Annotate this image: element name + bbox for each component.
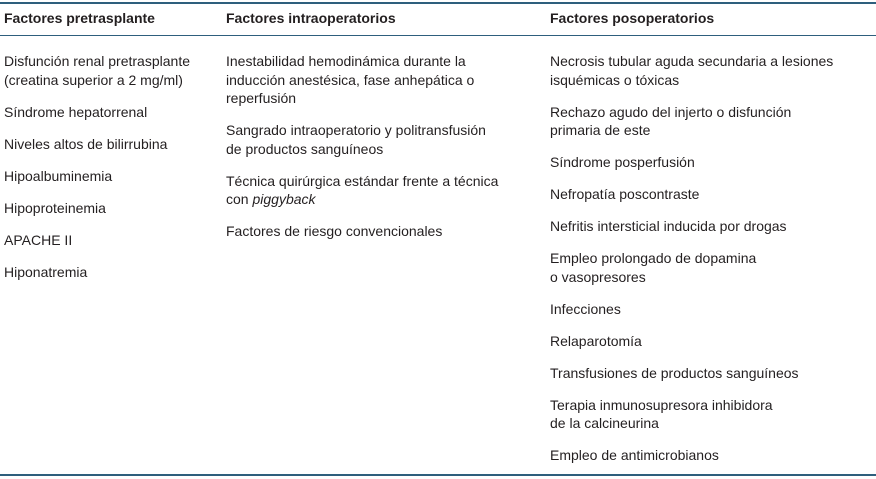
column-header: Factores intraoperatorios	[226, 10, 396, 26]
list-item-line	[550, 396, 833, 415]
list-item-text: Relaparotomía	[550, 332, 642, 349]
list-item	[4, 167, 190, 186]
list-item-text: Hipoalbuminemia	[4, 167, 113, 184]
list-item-line	[4, 71, 190, 90]
table-top-rule	[0, 2, 876, 4]
list-item	[550, 153, 833, 172]
list-item-line	[226, 89, 498, 108]
list-item-text: con	[226, 191, 253, 207]
list-item-line	[550, 300, 833, 319]
list-item-text: Técnica quirúrgica estándar frente a técnica	[226, 172, 499, 189]
list-item-line	[550, 364, 833, 383]
list-item-text: Nefritis intersticial inducida por drogas	[550, 218, 787, 234]
list-item-text: primaria de este	[550, 122, 651, 138]
factor-list	[226, 52, 498, 254]
list-item-line	[550, 153, 833, 172]
list-item-line	[550, 121, 833, 140]
list-item-line	[550, 414, 833, 433]
list-item-text: Empleo de antimicrobianos	[550, 447, 719, 463]
list-item	[4, 52, 190, 89]
list-item	[550, 446, 833, 465]
list-item-text: de la calcineurina	[550, 415, 659, 431]
list-item-text: de productos sanguíneos	[226, 140, 384, 157]
list-item-line	[4, 263, 190, 282]
list-item-text: Infecciones	[550, 300, 621, 317]
list-item-text: Terapia inmunosupresora inhibidora	[550, 396, 773, 413]
list-item-text: Niveles altos de bilirrubina	[4, 135, 168, 152]
list-item	[4, 199, 190, 218]
list-item-text: Hipoproteinemia	[4, 199, 106, 216]
list-item	[226, 172, 498, 209]
list-item-line	[550, 217, 833, 236]
list-item-line	[226, 190, 498, 209]
list-item-text: Empleo prolongado de dopamina	[550, 250, 757, 266]
list-item-text: Transfusiones de productos sanguíneos	[550, 364, 799, 381]
list-item	[226, 121, 498, 158]
list-item-line	[550, 103, 833, 122]
list-item-line	[550, 268, 833, 287]
list-item-line	[550, 446, 833, 465]
list-item	[550, 185, 833, 204]
list-item-line	[550, 185, 833, 204]
list-item-text: Síndrome hepatorrenal	[4, 103, 148, 120]
list-item-text: APACHE II	[4, 231, 73, 248]
list-item-line	[4, 103, 190, 122]
list-item	[4, 263, 190, 282]
list-item-text: (creatina superior a 2 mg/ml)	[4, 71, 183, 88]
list-item	[550, 103, 833, 140]
list-item-line	[226, 222, 498, 241]
factor-list	[550, 52, 833, 478]
column-header: Factores posoperatorios	[550, 10, 715, 26]
list-item-text: Rechazo agudo del injerto o disfunción	[550, 103, 792, 120]
table-header-rule	[0, 35, 876, 36]
list-item	[4, 103, 190, 122]
list-item	[4, 135, 190, 154]
list-item	[550, 217, 833, 236]
list-item-line	[550, 332, 833, 351]
list-item-line	[4, 199, 190, 218]
list-item-line	[4, 167, 190, 186]
list-item-text: Síndrome posperfusión	[550, 154, 695, 170]
list-item-line	[226, 121, 498, 140]
column-header: Factores pretrasplante	[4, 10, 155, 26]
list-item-line	[4, 52, 190, 71]
list-item-line	[4, 135, 190, 154]
list-item-line	[4, 231, 190, 250]
list-item-text: Factores de riesgo convencionales	[226, 223, 443, 239]
list-item	[550, 396, 833, 433]
list-item	[550, 332, 833, 351]
list-item	[550, 249, 833, 286]
list-item-line	[226, 71, 498, 90]
factor-list	[4, 52, 190, 295]
list-item-text: Necrosis tubular aguda secundaria a lesiones	[550, 53, 834, 69]
list-item-text: Nefropatía poscontraste	[550, 186, 700, 202]
list-item-line	[550, 71, 833, 90]
list-item-line	[226, 140, 498, 159]
list-item	[226, 52, 498, 108]
list-item	[550, 364, 833, 383]
list-item-text: Inestabilidad hemodinámica durante la	[226, 53, 466, 69]
list-item-text: Hiponatremia	[4, 263, 88, 280]
list-item	[550, 52, 833, 89]
list-item-line	[226, 52, 498, 71]
list-item-text: o vasopresores	[550, 268, 646, 285]
list-item-line	[550, 249, 833, 268]
list-item-line	[550, 52, 833, 71]
list-item-line	[226, 172, 498, 191]
list-item-text: Sangrado intraoperatorio y politransfusión	[226, 122, 486, 138]
list-item	[550, 300, 833, 319]
list-item	[226, 222, 498, 241]
list-item-text: isquémicas o tóxicas	[550, 71, 680, 88]
list-item	[4, 231, 190, 250]
list-item-text: Disfunción renal pretrasplante	[4, 53, 190, 69]
list-item-italic-text: piggyback	[252, 191, 316, 207]
list-item-text: inducción anestésica, fase anhepática o	[226, 71, 475, 88]
list-item-text: reperfusión	[226, 90, 297, 106]
